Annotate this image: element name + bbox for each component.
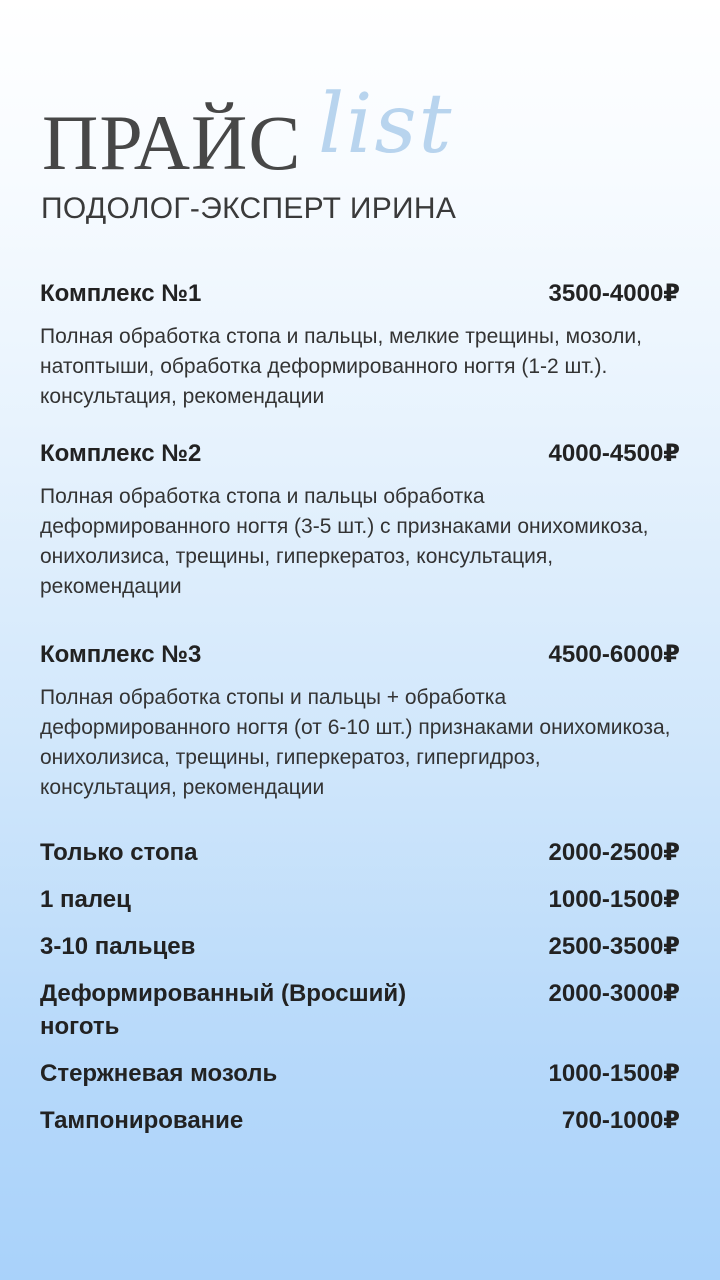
page-title-script: list: [318, 77, 454, 172]
page-subtitle: ПОДОЛОГ-ЭКСПЕРТ ИРИНА: [41, 192, 457, 225]
service-price: 700-1000₽: [561, 1107, 680, 1134]
service-item: [40, 977, 680, 1057]
complex-name: Комплекс №2: [40, 440, 202, 467]
service-item: [40, 930, 680, 977]
page-title: ПРАЙС: [42, 99, 302, 186]
service-name: Стержневая мозоль: [40, 1060, 278, 1087]
complex-price: 4500-6000₽: [548, 641, 680, 668]
complex-description: Полная обработка стопа и пальцы обработка деформированного ногтя (3-5 шт.) с признаками онихомикоза, онихолизиса, трещины, гиперкератоз, консультация, рекомендации: [40, 485, 649, 598]
service-price: 1000-1500₽: [548, 1060, 680, 1087]
service-item: [40, 836, 680, 883]
complex-1: [40, 278, 680, 412]
service-price: 1000-1500₽: [548, 886, 680, 913]
header: [40, 77, 680, 230]
complex-description: Полная обработка стопа и пальцы, мелкие трещины, мозоли, натоптыши, обработка деформированного ногтя (1-2 шт.). консультация, рекомендации: [40, 325, 642, 408]
complex-name: Комплекс №3: [40, 641, 202, 668]
complex-price: 4000-4500₽: [548, 440, 680, 467]
service-price: 2000-2500₽: [548, 839, 680, 866]
service-name: 3-10 пальцев: [40, 933, 196, 960]
complex-name: Комплекс №1: [40, 280, 202, 307]
service-item: [40, 883, 680, 930]
service-name: Тампонирование: [40, 1107, 244, 1134]
complex-2: [40, 438, 680, 602]
service-price: 2000-3000₽: [548, 980, 680, 1007]
service-name: Деформированный (Вросший) ноготь: [40, 980, 407, 1040]
complex-3: [40, 639, 680, 803]
service-item: [40, 1104, 680, 1151]
complex-price: 3500-4000₽: [548, 280, 680, 307]
service-item: [40, 1057, 680, 1104]
service-name: 1 палец: [40, 886, 131, 913]
service-name: Только стопа: [40, 839, 198, 866]
service-price: 2500-3500₽: [548, 933, 680, 960]
services-list: [40, 836, 680, 1151]
complex-description: Полная обработка стопы и пальцы + обработка деформированного ногтя (от 6-10 шт.) признаками онихомикоза, онихолизиса, трещины, гиперкератоз, гипергидроз, консультация, рекомендации: [40, 686, 671, 799]
